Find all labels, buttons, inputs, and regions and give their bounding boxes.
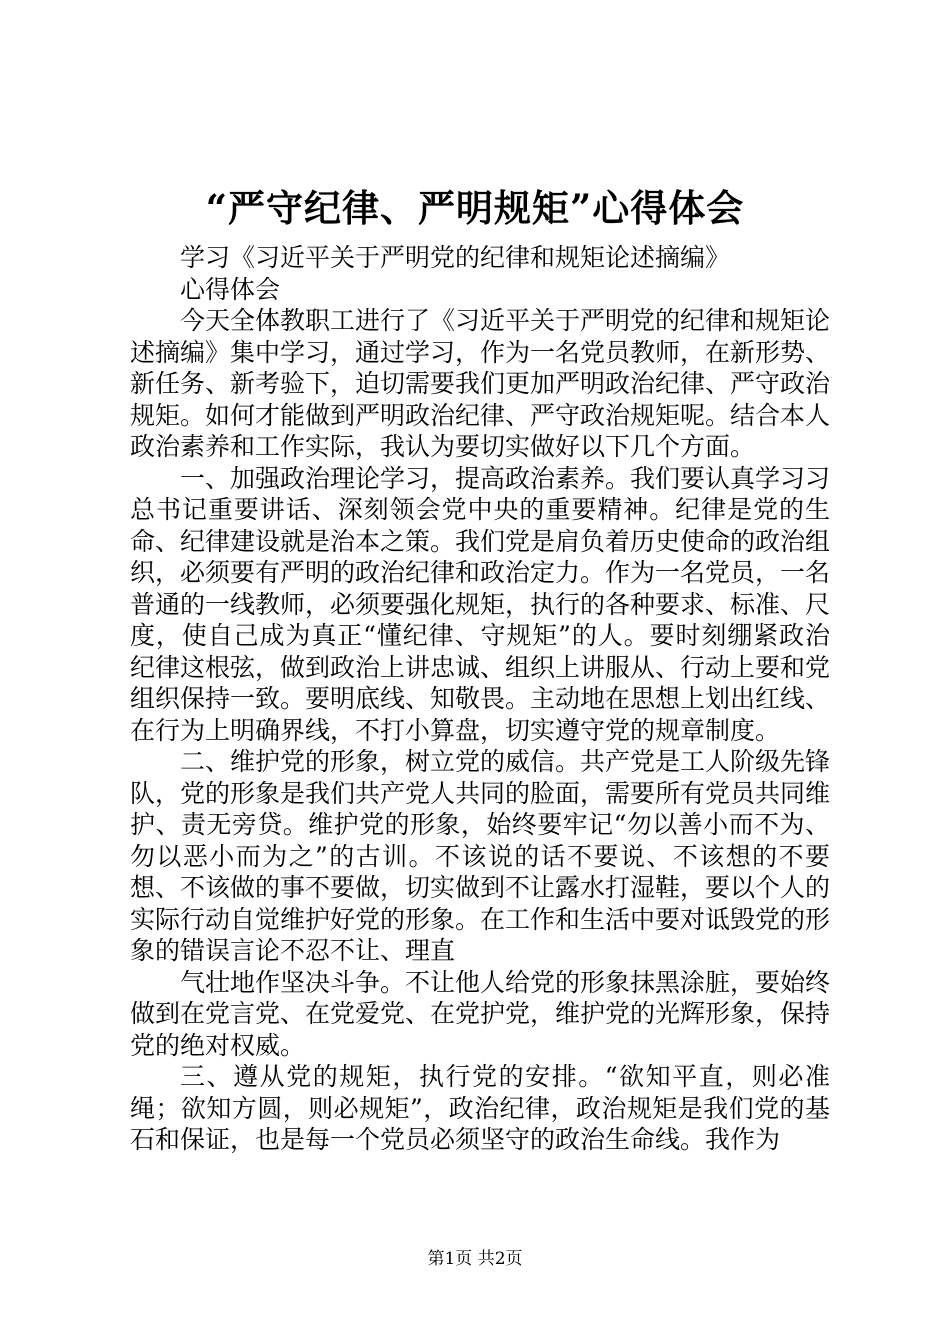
- paragraph-subtitle-line2: 心得体会: [180, 274, 281, 304]
- paragraph-point-two-continued: 气壮地作坚决斗争。不让他人给党的形象抹黑涂脏，要始终做到在党言党、在党爱党、在党护党，维护党的光辉形象，保持党的绝对权威。: [130, 967, 831, 1060]
- paragraph-point-one: 一、加强政治理论学习，提高政治素养。我们要认真学习习总书记重要讲话、深刻领会党中央的重要精神。纪律是党的生命、纪律建设就是治本之策。我们党是肩负着历史使命的政治组织，必须要有严明的政治纪律和政治定力。作为一名党员，一名普通的一线教师，必须要强化规矩，执行的各种要求、标准、尺度，使自己成为真正“懂纪律、守规矩”的人。要时刻绷紧政治纪律这根弦，做到政治上讲忠诚、组织上讲服从、行动上要和党组织保持一致。要明底线、知敬畏。主动地在思想上划出红线、在行为上明确界线，不打小算盘，切实遵守党的规章制度。: [130, 463, 831, 745]
- paragraph-point-two: 二、维护党的形象，树立党的威信。共产党是工人阶级先锋队，党的形象是我们共产党人共同的脸面，需要所有党员共同维护、责无旁贷。维护党的形象，始终要牢记“勿以善小而不为、勿以恶小而为之”的古训。不该说的话不要说、不该想的不要想、不该做的事不要做，切实做到不让露水打湿鞋，要以个人的实际行动自觉维护好党的形象。在工作和生活中要对诋毁党的形象的错误言论不忍不让、理直: [130, 747, 831, 965]
- paragraph-point-three: 三、遵从党的规矩，执行党的安排。“欲知平直，则必准绳；欲知方圆，则必规矩”，政治纪律，政治规矩是我们党的基石和保证，也是每一个党员必须坚守的政治生命线。我作为: [130, 1062, 830, 1154]
- document-title: “严守纪律、严明规矩”心得体会: [205, 186, 745, 230]
- paragraph-subtitle-line1: 学习《习近平关于严明党的纪律和规矩论述摘编》: [180, 243, 731, 272]
- page-footer: 第1页 共2页: [427, 1249, 523, 1269]
- paragraph-intro: 今天全体教职工进行了《习近平关于严明党的纪律和规矩论述摘编》集中学习，通过学习，作为一名党员教师，在新形势、新任务、新考验下，迫切需要我们更加严明政治纪律、严守政治规矩。如何才能做到严明政治纪律、严守政治规矩呢。结合本人政治素养和工作实际，我认为要切实做好以下几个方面。: [130, 306, 831, 461]
- document-body: [130, 242, 830, 1156]
